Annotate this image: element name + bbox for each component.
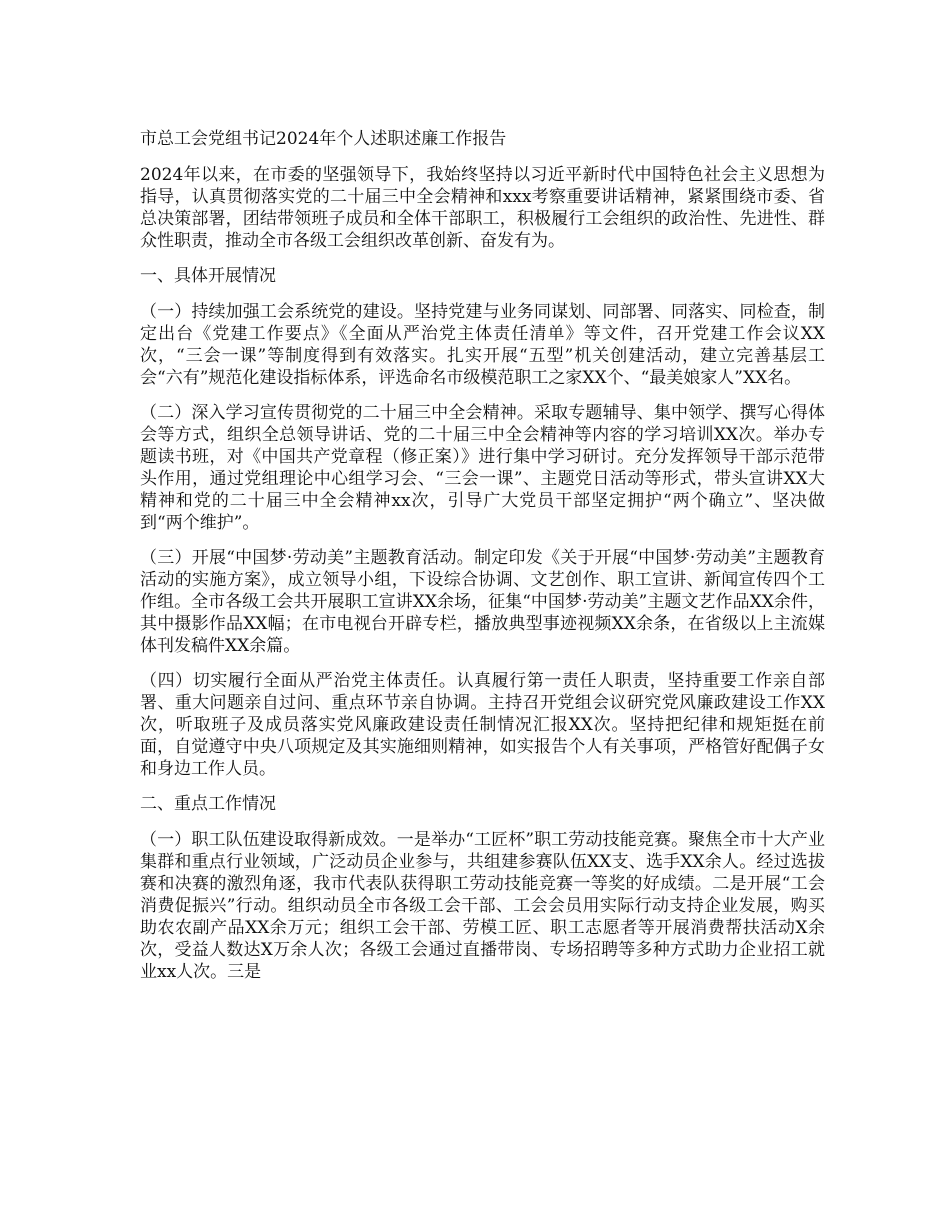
- document-title: 市总工会党组书记2024年个人述职述廉工作报告: [140, 129, 507, 149]
- paragraph-1-4: （四）切实履行全面从严治党主体责任。认真履行第一责任人职责，坚持重要工作亲自部署、重大问题亲自过问、重点环节亲自协调。主持召开党组会议研究党风廉政建设工作XX次，听取班子及成员落实党风廉政建设责任制情况汇报XX次。坚持把纪律和规矩挺在前面，自觉遵守中央八项规定及其实施细则精神，如实报告个人有关事项，严格管好配偶子女和身边工作人员。: [140, 671, 825, 779]
- paragraph-1-3: （三）开展“中国梦·劳动美”主题教育活动。制定印发《关于开展“中国梦·劳动美”主题教育活动的实施方案》，成立领导小组，下设综合协调、文艺创作、职工宣讲、新闻宣传四个工作组。全市各级工会共开展职工宣讲XX余场，征集“中国梦·劳动美”主题文艺作品XX余件，其中摄影作品XX幅；在市电视台开辟专栏，播放典型事迹视频XX余条，在省级以上主流媒体刊发稿件XX余篇。: [140, 548, 825, 656]
- intro-paragraph: 2024年以来，在市委的坚强领导下，我始终坚持以习近平新时代中国特色社会主义思想为指导，认真贯彻落实党的二十届三中全会精神和xxx考察重要讲话精神，紧紧围绕市委、省总决策部署，团结带领班子成员和全体干部职工，积极履行工会组织的政治性、先进性、群众性职责，推动全市各级工会组织改革创新、奋发有为。: [140, 165, 825, 251]
- paragraph-1-1: （一）持续加强工会系统党的建设。坚持党建与业务同谋划、同部署、同落实、同检查，制定出台《党建工作要点》《全面从严治党主体责任清单》等文件，召开党建工作会议XX次，“三会一课”等制度得到有效落实。扎实开展“五型”机关创建活动，建立完善基层工会“六有”规范化建设指标体系，评选命名市级模范职工之家XX个、“最美娘家人”XX名。: [140, 302, 825, 388]
- document-body: [140, 128, 825, 996]
- section-heading-2: 二、重点工作情况: [140, 794, 276, 814]
- paragraph-1-2: （二）深入学习宣传贯彻党的二十届三中全会精神。采取专题辅导、集中领学、撰写心得体会等方式，组织全总领导讲话、党的二十届三中全会精神等内容的学习培训XX次。举办专题读书班，对《中国共产党章程（修正案）》进行集中学习研讨。充分发挥领导干部示范带头作用，通过党组理论中心组学习会、“三会一课”、主题党日活动等形式，带头宣讲XX大精神和党的二十届三中全会精神xx次，引导广大党员干部坚定拥护“两个确立”、坚决做到“两个维护”。: [140, 403, 825, 533]
- section-heading-1: 一、具体开展情况: [140, 266, 276, 286]
- paragraph-2-1: （一）职工队伍建设取得新成效。一是举办“工匠杯”职工劳动技能竞赛。聚焦全市十大产业集群和重点行业领域，广泛动员企业参与，共组建参赛队伍XX支、选手XX余人。经过选拔赛和决赛的激烈角逐，我市代表队获得职工劳动技能竞赛一等奖的好成绩。二是开展“工会消费促振兴”行动。组织动员全市各级工会干部、工会会员用实际行动支持企业发展，购买助农农副产品XX余万元；组织工会干部、劳模工匠、职工志愿者等开展消费帮扶活动X余次，受益人数达X万余人次；各级工会通过直播带岗、专场招聘等多种方式助力企业招工就业xx人次。三是: [140, 830, 825, 982]
